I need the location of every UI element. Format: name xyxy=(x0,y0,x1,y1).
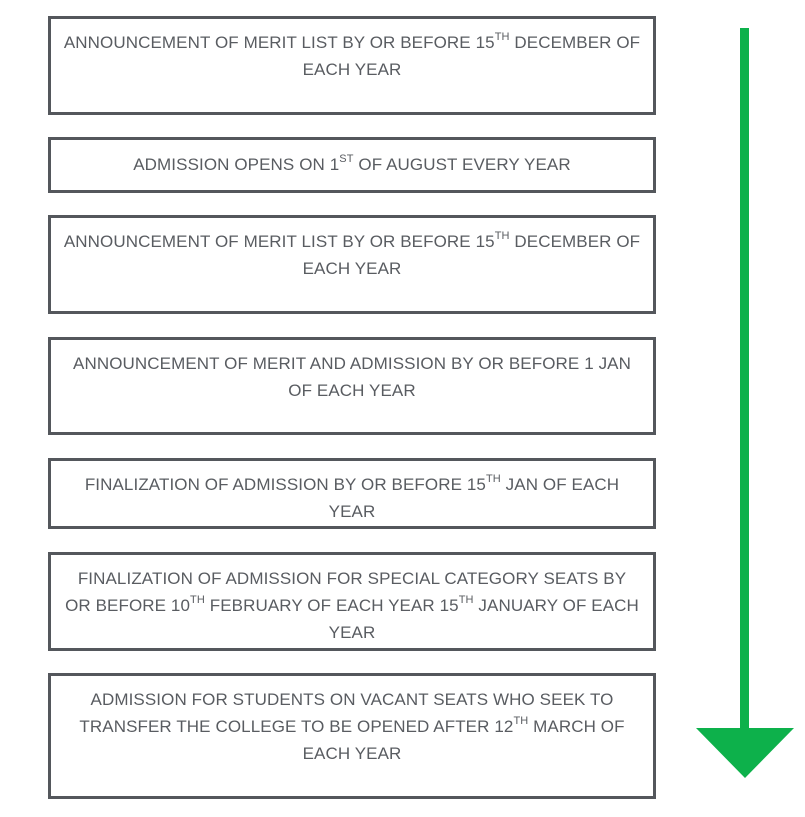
timeline-step: FINALIZATION OF ADMISSION BY OR BEFORE 15TH JAN OF EACH YEAR xyxy=(48,458,656,529)
ordinal-suffix: TH xyxy=(485,473,501,486)
ordinal-suffix: ST xyxy=(339,153,354,166)
arrow-head-icon xyxy=(696,728,794,778)
timeline-step: FINALIZATION OF ADMISSION FOR SPECIAL CATEGORY SEATS BY OR BEFORE 10TH FEBRUARY OF EACH YEAR 15TH JANUARY OF EACH YEAR xyxy=(48,552,656,651)
ordinal-suffix: TH xyxy=(458,594,474,607)
ordinal-suffix: TH xyxy=(513,715,529,728)
timeline-step: ADMISSION FOR STUDENTS ON VACANT SEATS WHO SEEK TO TRANSFER THE COLLEGE TO BE OPENED AFTER 12TH MARCH OF EACH YEAR xyxy=(48,673,656,799)
timeline-step: ADMISSION OPENS ON 1ST OF AUGUST EVERY YEAR xyxy=(48,137,656,193)
ordinal-suffix: TH xyxy=(494,230,510,243)
timeline-step: ANNOUNCEMENT OF MERIT AND ADMISSION BY OR BEFORE 1 JAN OF EACH YEAR xyxy=(48,337,656,435)
ordinal-suffix: TH xyxy=(494,31,510,44)
timeline-step: ANNOUNCEMENT OF MERIT LIST BY OR BEFORE 15TH DECEMBER OF EACH YEAR xyxy=(48,215,656,314)
ordinal-suffix: TH xyxy=(190,594,205,607)
timeline-step: ANNOUNCEMENT OF MERIT LIST BY OR BEFORE 15TH DECEMBER OF EACH YEAR xyxy=(48,16,656,115)
arrow-shaft xyxy=(740,28,749,733)
